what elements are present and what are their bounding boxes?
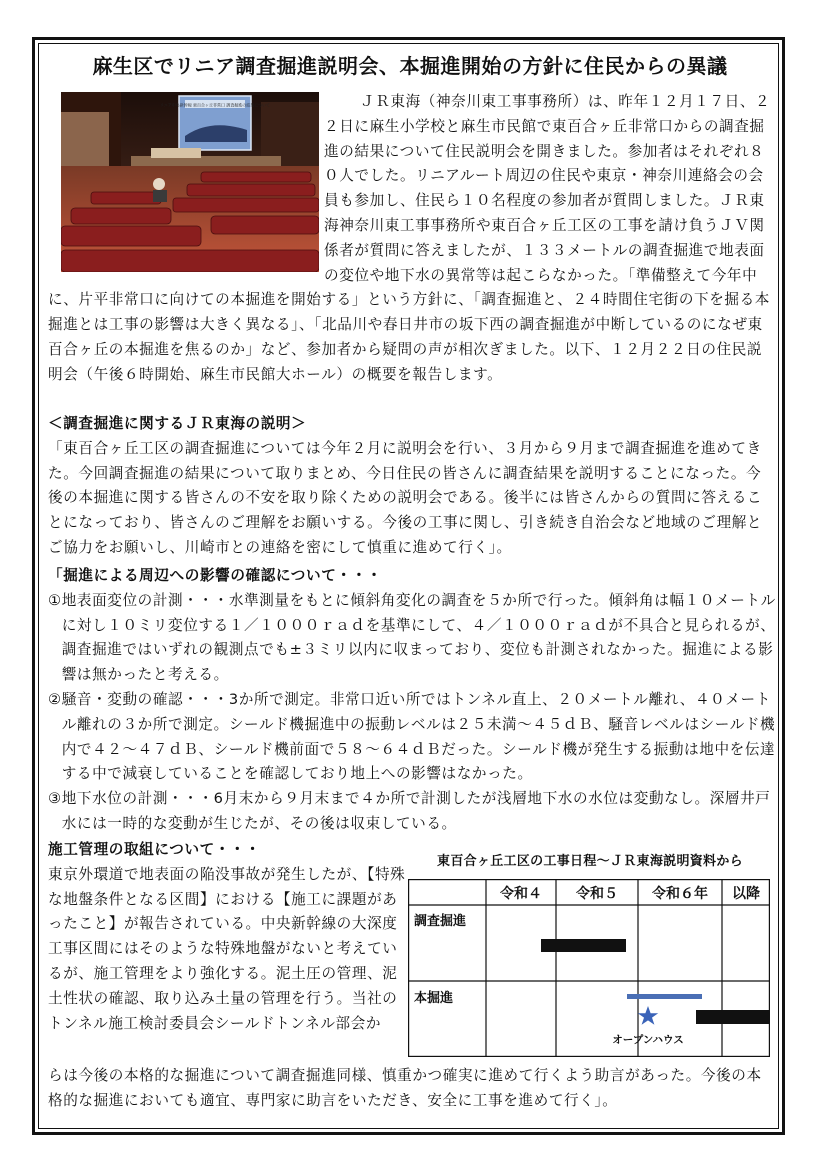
impact-item: ① 地表面変位の計測・・・水準測量をもとに傾斜角変化の調査を５か所で行った。傾斜角は幅１０メートルに対し１０ミリ変位する１／１０００ｒａｄを基準にして、４／１０００ｒａｄが不具合と見られるが、調査掘進ではいずれの観測点でも±３ミリ以内に収まっており、変位も計測されなかった。掘進による影響は無かったと考える。 [48, 589, 776, 688]
section3-heading: 施工管理の取組について・・・ [48, 841, 261, 858]
projector-screen-text: リニア中央新幹線 東百合ヶ丘非常口 調査掘進の結果について [159, 102, 271, 108]
column-label: 以降 [732, 886, 760, 902]
section3-left-text: 東京外環道で地表面の陥没事故が発生したが、【特殊な地盤条件となる区間】における【施工に課題があったこと】が報告されている。中央新幹線の大深度工事区間にはそのような特殊地盤がないと考えているが、施工管理をより強化する。泥土圧の管理、泥土性状の確認、取り込み土量の管理を行う。当社のトンネル施工検討委員会シールドトンネル部会か [48, 865, 406, 1032]
column-label: 令和５ [576, 886, 618, 902]
section3-bottom-text: らは今後の本格的な掘進について調査掘進同様、慎重かつ確実に進めて行くよう助言があった。今後の本格的な掘進においても適宜、専門家に助言をいただき、安全に工事を進めて行く」。 [48, 1067, 762, 1109]
row-label: 本掘進 [414, 991, 454, 1006]
column-label: 令和６年 [652, 886, 708, 902]
section2-heading: 「掘進による周辺への影響の確認について・・・ [48, 567, 382, 584]
section1-body: 「東百合ヶ丘工区の調査掘進については今年２月に説明会を行い、３月から９月まで調査掘進を進めてきた。今回調査掘進の結果について取りまとめ、今日住民の皆さんに調査結果を説明することになった。今後の本掘進に関する皆さんの不安を取り除くための説明会である。後半には皆さんからの質問に答えることになっており、皆さんのご理解をお願いする。今後の工事に関し、引き続き自治会など地域のご理解とご協力をお願いし、川崎市との連絡を密にして慎重に進めて行く」。 [48, 439, 763, 556]
section-construction-management [48, 838, 408, 1036]
schedule-chart [408, 879, 770, 1057]
article-title: 麻生区でリニア調査掘進説明会、本掘進開始の方針に住民からの異議 [92, 54, 728, 78]
impact-item: ③ 地下水位の計測・・・6月末から９月末まで４か所で計測したが浅層地下水の水位は変動なし。深層井戸水には一時的な変動が生じたが、その後は収束している。 [48, 787, 776, 837]
preparation-bar [627, 994, 702, 999]
impact-item-text: 地表面変位の計測・・・水準測量をもとに傾斜角変化の調査を５か所で行った。傾斜角は幅１０メートルに対し１０ミリ変位する１／１０００ｒａｄを基準にして、４／１０００ｒａｄが不具合と見られるが、調査掘進ではいずれの観測点でも±３ミリ以内に収まっており、変位も計測されなかった。掘進による影響は無かったと考える。 [61, 591, 776, 684]
section-jr-explanation [48, 412, 776, 561]
open-house-star-icon [638, 1006, 658, 1025]
main-excavation-bar [696, 1010, 770, 1024]
impact-item-text: 地下水位の計測・・・6月末から９月末まで４か所で計測したが浅層地下水の水位は変動なし。深層井戸水には一時的な変動が生じたが、その後は収束している。 [61, 790, 771, 832]
milestone-label: オープンハウス [612, 1034, 684, 1046]
intro-text: ＪＲ東海（神奈川東工事事務所）は、昨年１２月１７日、２２日に麻生小学校と麻生市民館で東百合ヶ丘非常口からの調査掘進の結果について住民説明会を開きました。参加者はそれぞれ８０人でした。リニアルート周辺の住民や東京・神奈川連絡会の会員も参加し、住民ら１０名程度の参加者が質問しました。ＪＲ東海神奈川東工事事務所や東百合ヶ丘工区の工事を請け負うＪＶ関係者が質問に答えましたが、１３３メートルの調査掘進で地表面の変位や地下水の異常等は起こらなかった。「準備整えて今年中に、片平非常口に向けての本掘進を開始する」という方針に、「調査掘進と、２４時間住宅街の下を掘る本掘進とは工事の影響は大きく異なる」、「北品川や春日井市の坂下西の調査掘進が中断しているのになぜ東百合ヶ丘の本掘進を焦るのか」など、参加者から疑問の声が相次ぎました。以下、１２月２２日の住民説明会（午後６時開始、麻生市民館大ホール）の概要を報告します。 [48, 93, 771, 383]
section-impact [48, 564, 776, 837]
schedule-title: 東百合ヶ丘工区の工事日程～ＪＲ東海説明資料から [437, 854, 743, 869]
column-label: 令和４ [500, 886, 542, 902]
survey-excavation-bar [541, 939, 626, 952]
intro-paragraph [48, 90, 776, 388]
impact-item-text: 騒音・変動の確認・・・3か所で測定。非常口近い所ではトンネル直上、２０メートル離れ、４０メートル離れの３か所で測定。シールド機掘進中の振動レベルは２５未満～４５ｄＢ、騒音レベルはシールド機内で４２～４７ｄＢ、シールド機前面で５８～６４ｄＢだった。シールド機が発生する振動は地中を伝達する中で減衰していることを確認しており地上への影響はなかった。 [61, 690, 776, 783]
impact-item: ② 騒音・変動の確認・・・3か所で測定。非常口近い所ではトンネル直上、２０メートル離れ、４０メートル離れの３か所で測定。シールド機掘進中の振動レベルは２５未満～４５ｄＢ、騒音レベルはシールド機内で４２～４７ｄＢ、シールド機前面で５８～６４ｄＢだった。シールド機が発生する振動は地中を伝達する中で減衰していることを確認しており地上への影響はなかった。 [48, 688, 776, 787]
row-label: 調査掘進 [414, 914, 467, 929]
section1-heading: ＜調査掘進に関するＪＲ東海の説明＞ [48, 415, 307, 432]
